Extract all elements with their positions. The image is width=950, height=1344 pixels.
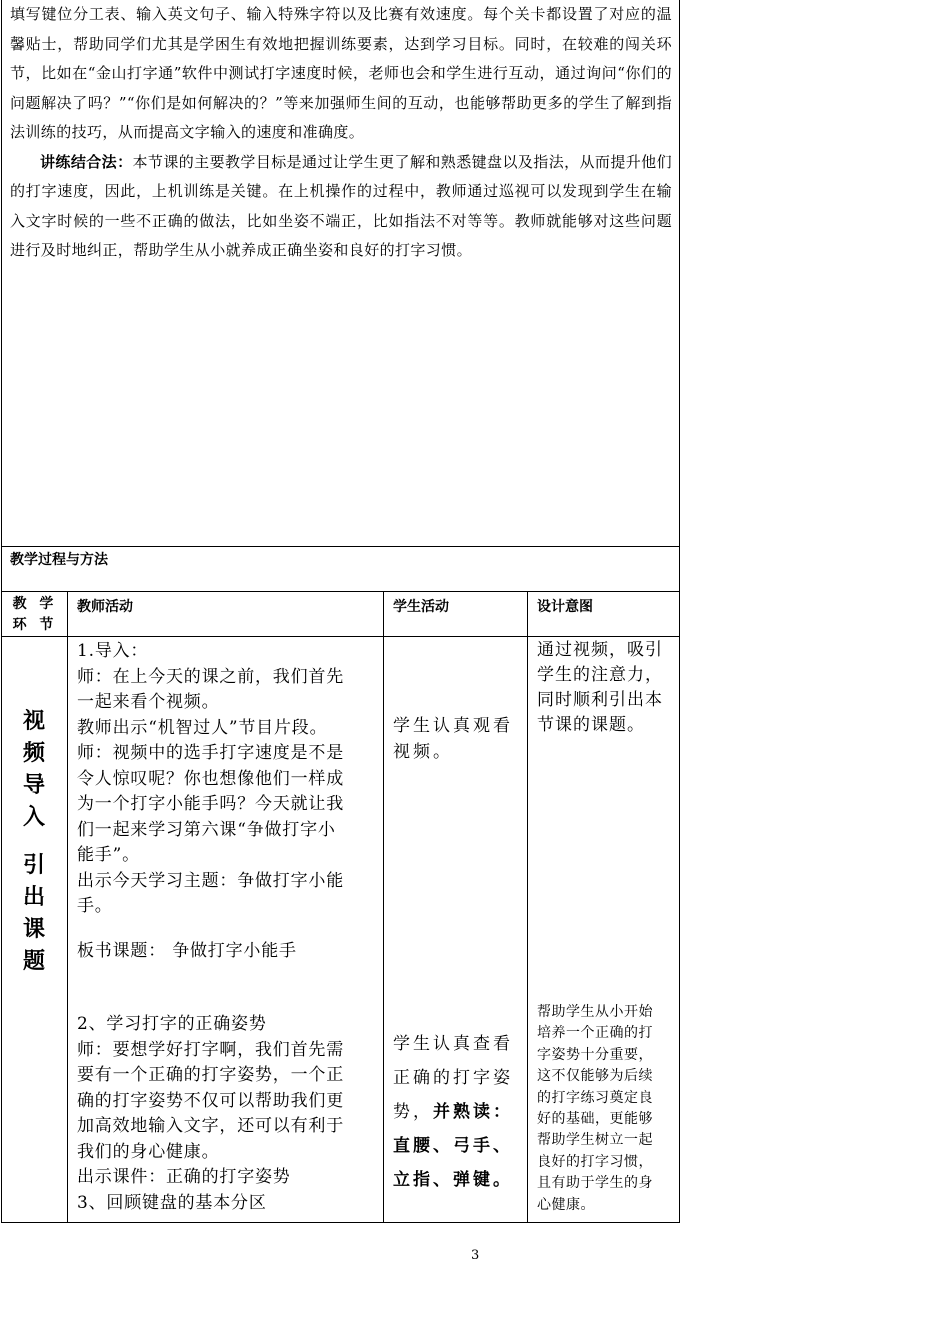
table-border-left	[1, 0, 2, 1222]
design-line: 好的基础，更能够	[537, 1111, 653, 1128]
student-activity-video	[393, 714, 521, 765]
column-divider	[67, 591, 68, 1222]
teacher-line: 令人惊叹呢？你也想像他们一样成	[77, 768, 344, 789]
teacher-line: 手。	[77, 896, 113, 916]
design-line: 节课的课题。	[537, 715, 645, 735]
teacher-line: 师：要想学好打字啊，我们首先需	[77, 1039, 344, 1060]
design-intent-video	[537, 638, 673, 738]
stage-char: 入	[22, 804, 45, 830]
teacher-line: 加高效地输入文字，还可以有利于	[77, 1116, 344, 1136]
student-emphasis: 立指、弹键。	[393, 1170, 513, 1190]
table-rule	[1, 1222, 680, 1223]
design-line: 的打字练习奠定良	[537, 1089, 653, 1106]
stage-char: 导	[22, 772, 45, 798]
design-line: 帮助学生从小开始	[537, 1004, 653, 1020]
stage-char: 出	[22, 884, 45, 910]
design-line: 通过视频，吸引	[537, 640, 663, 660]
student-line	[393, 1129, 521, 1163]
teacher-line: 1.导入：	[77, 641, 149, 661]
table-rule	[1, 591, 680, 592]
design-intent-posture	[537, 1002, 673, 1216]
header-stage-line: 环 节	[12, 617, 58, 633]
teacher-line: 要有一个正确的打字姿势，一个正	[77, 1065, 344, 1085]
stage-label	[14, 705, 54, 977]
student-line: 学生认真观看	[393, 716, 513, 736]
student-line: 正确的打字姿	[393, 1068, 513, 1088]
paragraph-task-driven: 填写键位分工表、输入英文句子、输入特殊字符以及比赛有效速度。每个关卡都设置了对应的温馨贴士，帮助同学们尤其是学困生有效地把握训练要素，达到学习目标。同时，在较难的闯关环节，比如在“金山打字通”软件中测试打字速度时候，老师也会和学生进行互动，通过询问“你们的问题解决了吗？”“你们是如何解决的？”等来加强师生间的互动，也能够帮助更多的学生了解到指法训练的技巧，从而提高文字输入的速度和准确度。	[10, 5, 672, 141]
section-title: 教学过程与方法	[10, 552, 108, 568]
teacher-line: 我们的身心健康。	[77, 1141, 220, 1162]
student-line	[393, 1095, 521, 1129]
stage-char: 视	[22, 708, 45, 734]
stage-char: 引	[22, 852, 45, 878]
teacher-line: 们一起来学习第六课“争做打字小	[77, 819, 336, 840]
stage-char: 题	[22, 948, 45, 974]
stage-char: 频	[22, 740, 45, 766]
teacher-line: 师：视频中的选手打字速度是不是	[77, 743, 344, 763]
teacher-activity-posture	[77, 1012, 377, 1216]
design-line: 同时顺利引出本	[537, 690, 663, 710]
header-student: 学生活动	[393, 599, 449, 615]
student-emphasis: 并熟读：	[433, 1102, 513, 1122]
teacher-line: 3、回顾键盘的基本分区	[77, 1192, 267, 1213]
page-number: 3	[471, 1248, 480, 1263]
board-title: 板书课题： 争做打字小能手	[77, 941, 297, 961]
student-line: 学生认真查看	[393, 1034, 513, 1054]
design-line: 帮助学生树立一起	[537, 1132, 653, 1149]
header-stage-line: 教 学	[12, 596, 58, 612]
header-stage	[6, 594, 64, 636]
teacher-line: 确的打字姿势不仅可以帮助我们更	[77, 1090, 344, 1111]
column-divider	[527, 591, 528, 1222]
student-line	[393, 1163, 521, 1197]
student-activity-posture	[393, 1027, 521, 1197]
teacher-line: 为一个打字小能手吗？今天就让我	[77, 794, 344, 814]
table-rule	[1, 546, 680, 547]
teacher-activity-intro	[77, 639, 377, 920]
stage-char: 课	[22, 916, 45, 942]
design-line: 学生的注意力，	[537, 665, 663, 685]
teacher-line: 出示今天学习主题：争做打字小能	[77, 870, 344, 891]
design-line: 良好的打字习惯，	[537, 1153, 653, 1170]
teacher-line: 教师出示“机智过人”节目片段。	[77, 717, 328, 738]
method-body: 本节课的主要教学目标是通过让学生更了解和熟悉键盘以及指法，从而提升他们的打字速度，因此，上机训练是关键。在上机操作的过程中，教师通过巡视可以发现到学生在输入文字时候的一些不正确的做法，比如坐姿不端正，比如指法不对等等。教师就能够对这些问题进行及时地纠正，帮助学生从小就养成正确坐姿和良好的打字习惯。	[10, 152, 672, 259]
teacher-line: 能手”。	[77, 845, 140, 865]
method-label: 讲练结合法：	[40, 152, 133, 171]
table-rule	[1, 636, 680, 637]
paragraph-practice-method	[10, 148, 672, 266]
column-divider	[383, 591, 384, 1222]
header-design: 设计意图	[537, 599, 593, 615]
teacher-line: 师：在上今天的课之前，我们首先	[77, 666, 344, 687]
header-teacher: 教师活动	[77, 599, 133, 615]
student-text: 势，	[393, 1102, 433, 1122]
design-line: 字姿势十分重要，	[537, 1046, 653, 1063]
teacher-line: 一起来看个视频。	[77, 692, 220, 712]
table-border-right	[679, 0, 680, 1222]
design-line: 且有助于学生的身	[537, 1175, 653, 1192]
design-line: 心健康。	[537, 1196, 595, 1213]
student-line: 视频。	[393, 741, 453, 762]
design-line: 这不仅能够为后续	[537, 1068, 653, 1085]
teacher-line: 出示课件：正确的打字姿势	[77, 1167, 291, 1187]
student-emphasis: 直腰、弓手、	[393, 1136, 513, 1156]
teacher-line: 2、学习打字的正确姿势	[77, 1014, 267, 1034]
design-line: 培养一个正确的打	[537, 1025, 653, 1042]
methods-text	[10, 0, 672, 266]
